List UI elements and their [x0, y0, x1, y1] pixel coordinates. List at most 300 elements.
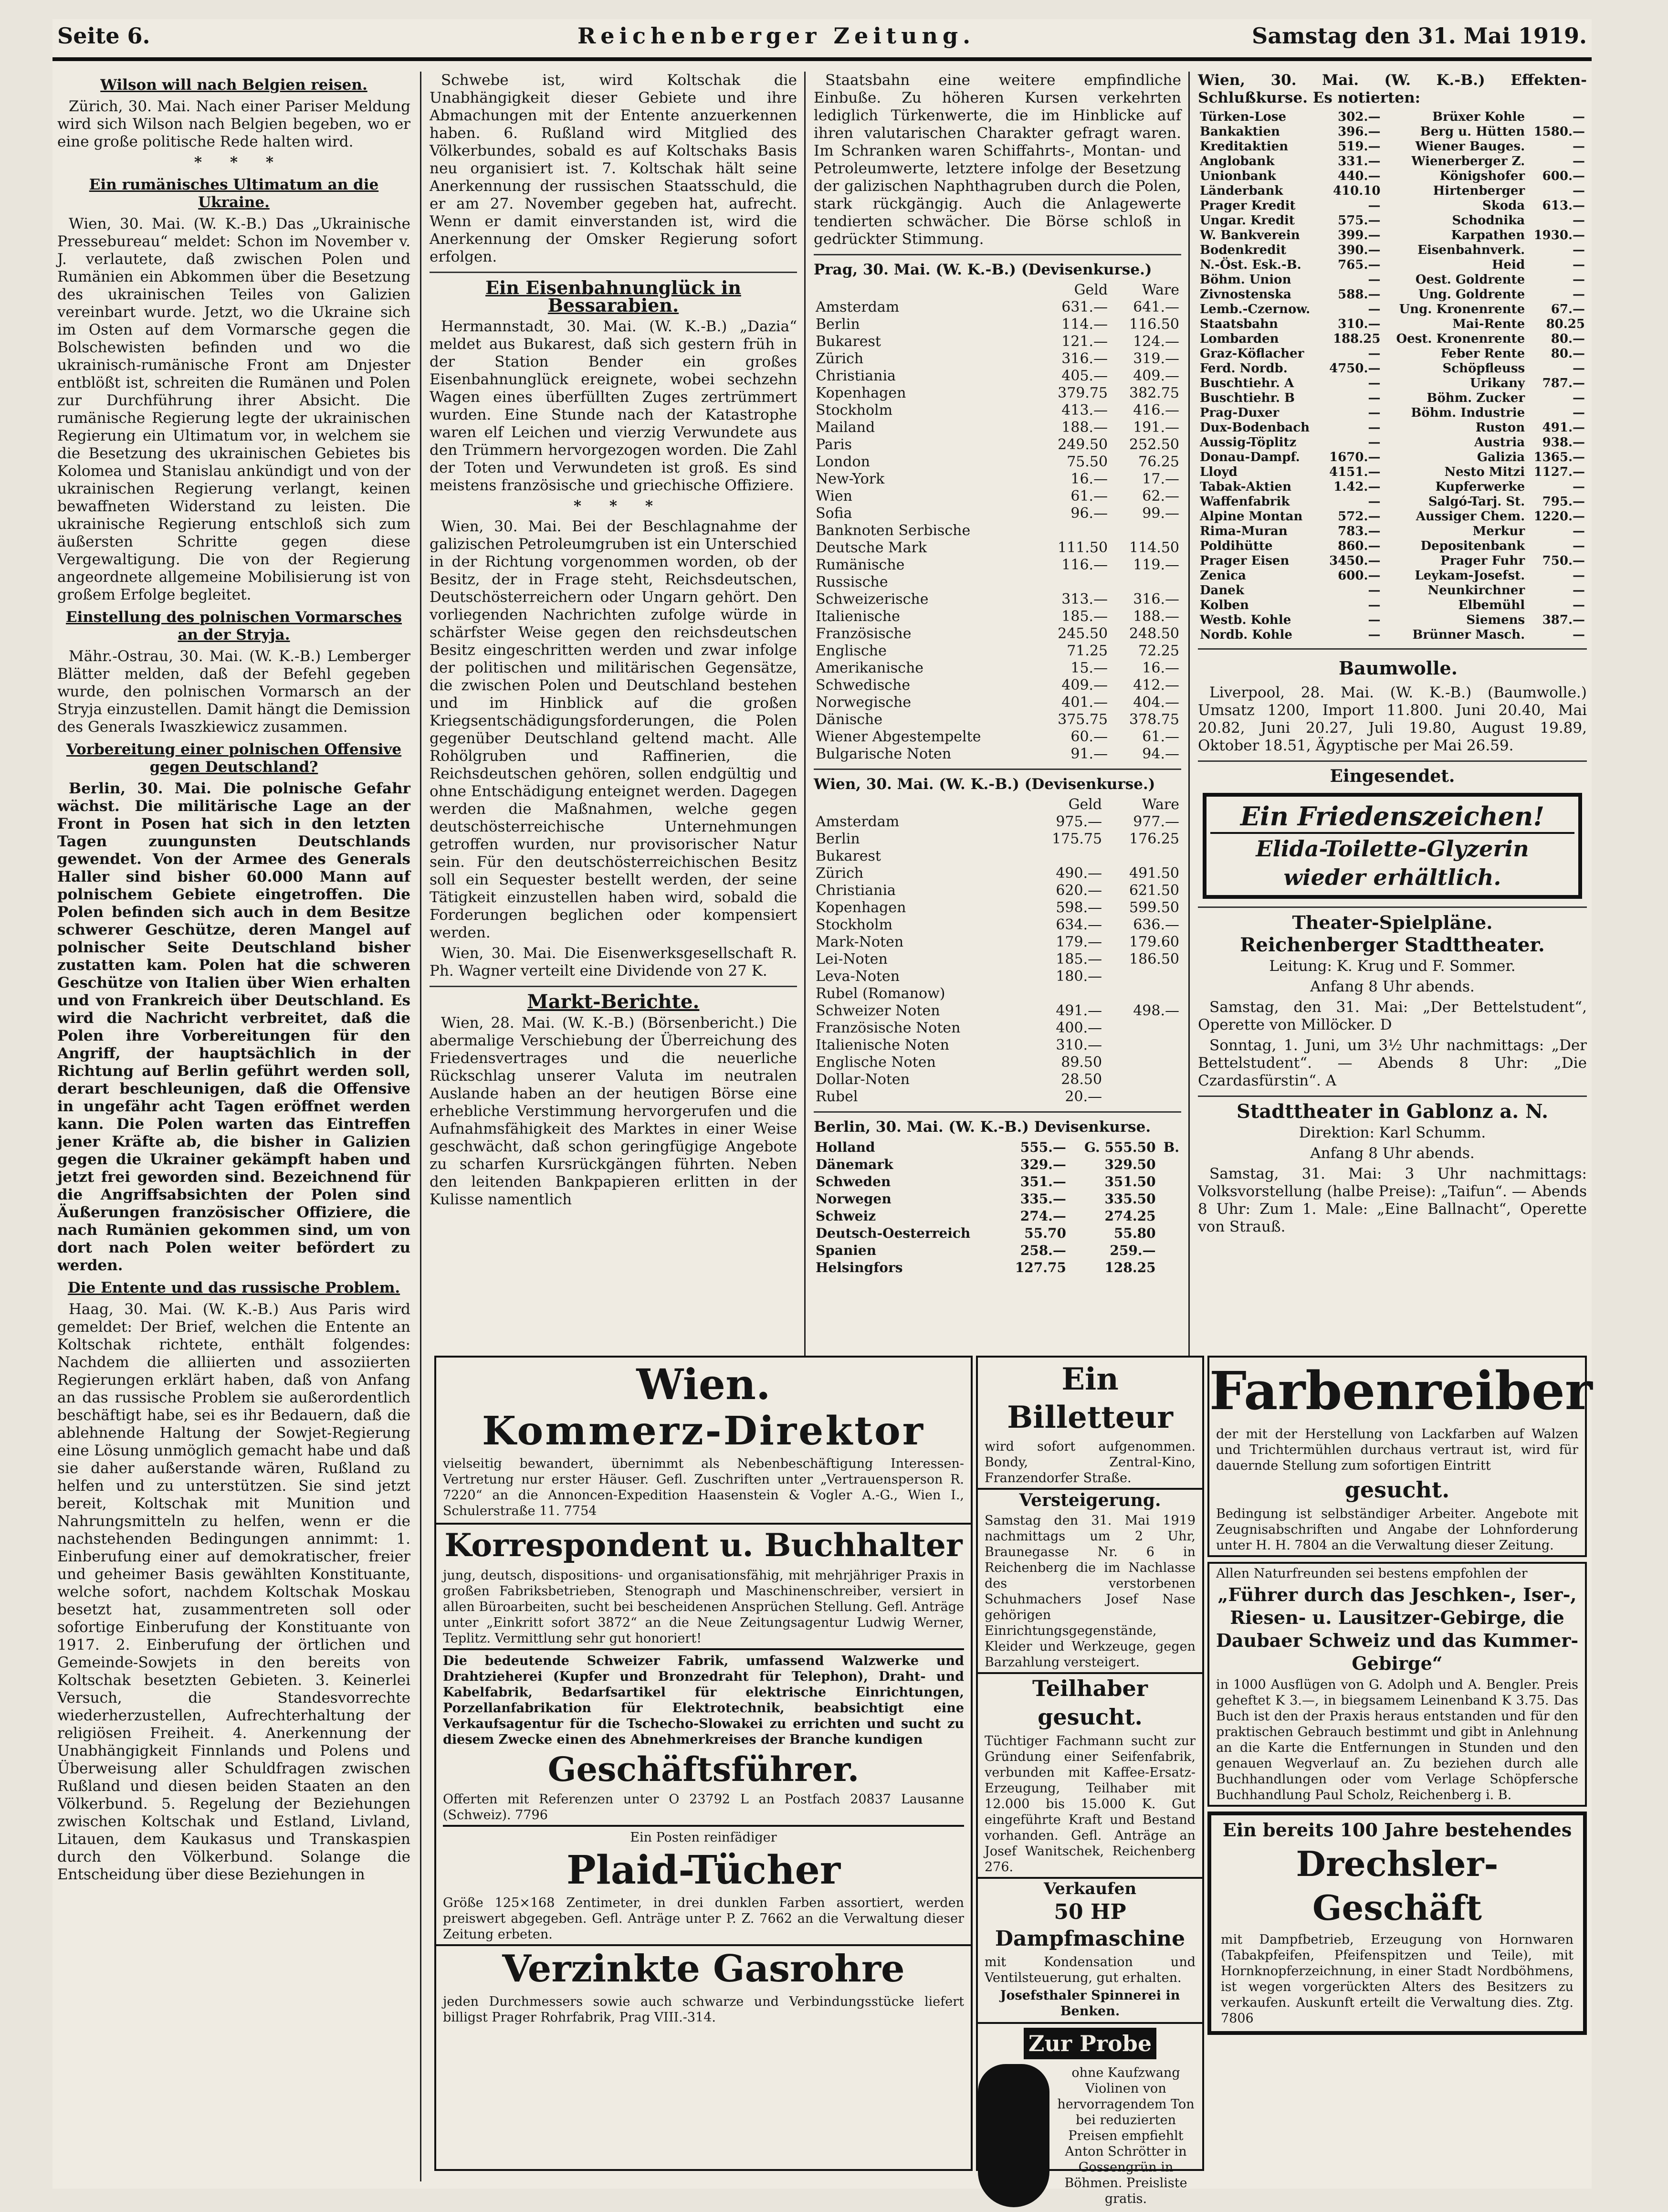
table-cell: 302.—	[1338, 110, 1381, 124]
table-row	[814, 643, 1181, 660]
table-cell: 409.—	[1133, 368, 1179, 384]
theater-sunday: Sonntag, 1. Juni, um 3½ Uhr nachmittags: „Der Bettelstudent“. — Abends 8 Uhr: „Die Czardasfürstin“. A	[1198, 1037, 1587, 1089]
table-cell: Schweizer Noten	[816, 1002, 940, 1019]
table-cell: Englische Noten	[816, 1054, 936, 1071]
table-cell	[1158, 1208, 1181, 1225]
table-cell: Galizia	[1477, 450, 1525, 464]
table-cell: Rima-Muran	[1200, 524, 1288, 538]
table-cell: 375.75	[1058, 711, 1108, 728]
table-cell: —	[1368, 613, 1381, 627]
table-cell: Kopenhagen	[816, 385, 906, 401]
table-cell: Brüxer Kohle	[1432, 110, 1525, 124]
table-cell: 16.—	[1142, 660, 1179, 676]
ad-block-middle	[976, 1356, 1204, 2206]
table-row	[1198, 524, 1587, 539]
table-cell: Helsingfors	[816, 1260, 903, 1275]
table-cell: Wiener Bauges.	[1415, 139, 1525, 154]
table-cell	[1038, 522, 1110, 539]
ad-farbenreiber-box	[1207, 1356, 1593, 1557]
table-cell: Dänische	[816, 711, 883, 728]
table-row	[814, 1225, 1181, 1242]
table-row	[814, 608, 1181, 625]
table-cell: Schweiz	[816, 1208, 876, 1224]
table-cell: 4151.—	[1329, 465, 1381, 479]
table-cell: Graz-Köflacher	[1200, 347, 1304, 361]
ad-violin-box	[978, 2022, 1202, 2212]
theater-headline: Theater-Spielpläne.	[1292, 912, 1493, 933]
table-cell: Wiener Abgestempelte	[816, 728, 981, 745]
ad-plaid-intro: Ein Posten reinfädiger	[443, 1825, 964, 1845]
article-boerse: Wien, 28. Mai. (W. K.-B.) (Börsenbericht.) Die abermalige Verschiebung der Überreichung des Friedensvertrages und die neuerliche Rückschlag unserer Valuta im neutralen Auslande haben an der heutigen Börse eine erhebliche Verstimmung hervorgerufen und die Aufnahmsfähigkeit des Marktes in einer Weise geschwächt, daß schon geringfügige Angebote zu scharfen Kursrückgängen führten. Neben den leitenden Bankpapieren erlitten in der Kulisse namentlich	[430, 1014, 797, 1208]
ad-fuehrer-intro: Allen Naturfreunden sei bestens empfohlen der	[1216, 1566, 1528, 1581]
table-row	[814, 1173, 1181, 1190]
table-cell: 186.50	[1129, 951, 1179, 968]
table-cell: 15.—	[1070, 660, 1108, 676]
table-cell: 274.25	[1104, 1208, 1156, 1224]
table-cell: Mailand	[816, 419, 875, 436]
table-cell: 400.—	[1056, 1020, 1102, 1036]
table-cell: Zivnostenska	[1200, 287, 1291, 302]
table-cell: 634.—	[1056, 916, 1102, 933]
table-row	[1198, 110, 1587, 125]
table-cell	[1104, 1054, 1181, 1071]
table-cell	[1110, 574, 1181, 591]
issue-date: Samstag den 31. Mai 1919.	[1251, 23, 1587, 49]
table-cell: Buschtiehr. A	[1200, 376, 1294, 390]
ad-block-right	[1207, 1356, 1593, 2167]
table-cell: Französische Noten	[816, 1020, 961, 1036]
table-cell: Christiania	[816, 368, 896, 384]
table-cell: 331.—	[1338, 154, 1381, 169]
table-row	[814, 539, 1181, 557]
ad-drechsler-intro: Ein bereits 100 Jahre bestehendes	[1222, 1819, 1572, 1841]
table-row	[814, 350, 1181, 368]
table-cell: 416.—	[1133, 402, 1179, 419]
table-row	[814, 1002, 1181, 1020]
divider	[814, 769, 1181, 770]
table-row	[1198, 273, 1587, 287]
table-cell: Lombarden	[1200, 332, 1279, 346]
table-cell: 413.—	[1061, 402, 1108, 419]
wien-devisen-title: Wien, 30. Mai. (W. K.-B.) (Devisenkurse.)	[814, 776, 1155, 793]
table-cell: Oest. Kronenrente	[1396, 332, 1525, 346]
table-cell: 175.75	[1052, 831, 1102, 847]
table-cell: Urikany	[1470, 376, 1525, 390]
headline-ukraine: Ein rumänisches Ultimatum an die Ukraine.	[89, 176, 379, 211]
ad-drechsler-box	[1207, 1812, 1587, 2035]
table-row	[1198, 228, 1587, 243]
table-cell: Deutsch-Oesterreich	[816, 1225, 971, 1241]
table-cell: 379.75	[1058, 385, 1108, 401]
table-cell: 1220.—	[1533, 509, 1585, 524]
divider	[814, 1111, 1181, 1113]
table-cell: Bankaktien	[1200, 125, 1280, 139]
table-cell	[1104, 1088, 1181, 1106]
table-cell: Spanien	[816, 1243, 877, 1258]
table-row	[814, 574, 1181, 591]
table-cell: Amerikanische	[816, 660, 924, 676]
table-cell: 62.—	[1142, 488, 1179, 505]
table-row	[814, 557, 1181, 574]
table-row	[1198, 125, 1587, 139]
ad-spinnerei: Josefsthaler Spinnerei in Benken.	[1000, 1988, 1180, 2019]
article-railway: Hermannstadt, 30. Mai. (W. K.-B.) „Dazia“ meldet aus Bukarest, daß sich gestern früh in der Station Bender ein großes Eisenbahnunglück ereignete, wobei sechzehn Wagen eines überfüllten Zuges zertrümmert wurden. Eine Stunde nach der Katastrophe waren elf Leichen und vierzig Verwundete aus den Trümmern hervorgezogen worden. Die Zahl der Toten und Verwundeten ist groß. Es sind meistens französische und griechische Offiziere.	[430, 318, 797, 494]
ad-gasrohre-text: jeden Durchmessers sowie auch schwarze und Verbindungsstücke liefert billigst Prager Rohrfabrik, Prag VIII.-314.	[443, 1994, 964, 2025]
table-row	[1198, 302, 1587, 317]
table-cell: Prag-Duxer	[1200, 406, 1280, 420]
table-cell: 405.—	[1061, 368, 1108, 384]
table-cell: Bodenkredit	[1200, 243, 1287, 257]
divider	[1198, 1095, 1587, 1097]
headline-markets: Markt-Berichte.	[527, 990, 700, 1013]
table-cell: W. Bankverein	[1200, 228, 1300, 242]
article-cotton: Liverpool, 28. Mai. (W. K.-B.) (Baumwolle.) Umsatz 1200, Import 11.800. Juni 20.40, Mai 20.82, Juni 20.27, Juli 19.80, August 19.89, Oktober 18.51, Ägyptische per Mai 26.59.	[1198, 684, 1587, 754]
ad-korrespondent: Korrespondent u. Buchhalter	[436, 1523, 971, 1566]
table-cell: Unionbank	[1200, 169, 1276, 183]
table-cell: 127.75	[1015, 1260, 1066, 1275]
table-cell: —	[1573, 583, 1585, 598]
table-cell: —	[1573, 569, 1585, 583]
ad-gasrohre: Verzinkte Gasrohre	[436, 1944, 971, 1992]
table-cell: Berlin	[816, 316, 860, 333]
table-cell: —	[1368, 273, 1381, 287]
table-row	[1198, 569, 1587, 583]
table-cell: Poldihütte	[1200, 539, 1273, 553]
table-cell: Zürich	[816, 350, 864, 367]
headline-railway: Ein Eisenbahnunglück in Bessarabien.	[485, 277, 741, 316]
table-cell: 128.25	[1104, 1260, 1156, 1275]
table-cell: 621.50	[1129, 882, 1179, 899]
ad-versteigerung: Versteigerung.	[978, 1488, 1202, 1511]
table-cell: Böhm. Union	[1200, 273, 1291, 287]
table-cell: 71.25	[1067, 643, 1108, 659]
table-row	[814, 1020, 1181, 1037]
table-cell: —	[1368, 598, 1381, 612]
theater-gablonz: Stadttheater in Gablonz a. N.	[1236, 1100, 1549, 1123]
table-cell: 600.—	[1338, 569, 1381, 583]
table-cell: 310.—	[1056, 1037, 1102, 1053]
table-cell: Siemens	[1466, 613, 1525, 627]
table-cell	[1104, 848, 1181, 865]
col-head-geld: Geld	[1068, 796, 1102, 813]
separator-stars: * * *	[573, 497, 665, 515]
table-cell: Bukarest	[816, 333, 881, 350]
table-cell: Staatsbahn	[1200, 317, 1278, 331]
table-cell: Dänemark	[816, 1157, 893, 1172]
table-row	[814, 316, 1181, 333]
ad-farbenreiber: Farbenreiber	[1209, 1360, 1593, 1422]
ad-violin-row	[978, 2059, 1202, 2212]
table-cell: —	[1368, 376, 1381, 390]
ad-fuehrer-title: „Führer durch das Jeschken-, Iser-, Riesen- u. Lausitzer-Gebirge, die Daubaer Schweiz und das Kummer-Gebirge“	[1216, 1584, 1579, 1674]
table-cell: 114.50	[1129, 539, 1179, 556]
divider	[1198, 906, 1587, 908]
table-cell: Zenica	[1200, 569, 1246, 583]
table-row	[814, 934, 1181, 951]
table-row	[814, 333, 1181, 350]
table-cell	[1158, 1156, 1181, 1173]
table-cell: Aussiger Chem.	[1416, 509, 1525, 524]
table-cell: Lei-Noten	[816, 951, 888, 968]
newspaper-page	[52, 19, 1593, 2206]
ad-wien-heading: Wien.	[636, 1359, 771, 1409]
ad-farbenreiber-conditions: Bedingung ist selbständiger Arbeiter. Angebote mit Zeugnisabschriften und Angabe der Lohnforderung unter H. H. 7804 an die Verwaltung dieser Zeitung.	[1216, 1506, 1578, 1553]
table-row	[814, 419, 1181, 436]
table-cell: Italienische	[816, 608, 900, 625]
table-cell: 750.—	[1542, 554, 1585, 568]
table-row	[814, 848, 1181, 865]
table-cell: 274.—	[1020, 1208, 1066, 1224]
theater-start: Anfang 8 Uhr abends.	[1310, 978, 1475, 995]
table-cell: 20.—	[1065, 1088, 1102, 1105]
table-cell: 75.50	[1067, 453, 1108, 470]
table-cell: Ung. Kronenrente	[1399, 302, 1525, 316]
table-cell: Italienische Noten	[816, 1037, 949, 1053]
table-cell: 245.50	[1058, 625, 1108, 642]
table-cell: Bulgarische Noten	[816, 746, 952, 762]
table-row	[1198, 154, 1587, 169]
table-cell: 319.—	[1133, 350, 1179, 367]
table-cell	[1158, 1190, 1181, 1208]
table-row	[814, 436, 1181, 453]
table-cell: 1670.—	[1329, 450, 1381, 464]
table-cell: —	[1368, 302, 1381, 316]
table-cell: 1127.—	[1533, 465, 1585, 479]
table-row	[814, 1242, 1181, 1259]
table-row	[1198, 583, 1587, 598]
table-cell: Lemb.-Czernow.	[1200, 302, 1311, 316]
table-row	[1198, 628, 1587, 643]
table-cell: Depositenbank	[1420, 539, 1525, 553]
table-cell: Ferd. Nordb.	[1200, 361, 1288, 376]
table-cell: Königshofer	[1439, 169, 1525, 183]
table-cell: Leykam-Josefst.	[1415, 569, 1525, 583]
table-cell: 351.50	[1104, 1174, 1156, 1190]
table-cell: 89.50	[1061, 1054, 1102, 1071]
table-row	[814, 831, 1181, 848]
ad-violin-text: ohne Kaufzwang Violinen von hervorragendem Ton bei reduzierten Preisen empfiehlt Anton Schrötter in Gossengrün in Böhmen. Preisliste gratis.	[1057, 2065, 1195, 2206]
table-cell: Prager Kredit	[1200, 199, 1296, 213]
table-row	[1198, 376, 1587, 391]
ad-geschaeftsfuehrer-text: Offerten mit Referenzen unter O 23792 L an Postfach 20837 Lausanne (Schweiz). 7796	[443, 1792, 964, 1822]
table-cell: New-York	[816, 471, 885, 487]
table-cell: 399.—	[1338, 228, 1381, 242]
table-cell: 259.—	[1110, 1243, 1156, 1258]
table-cell: 191.—	[1133, 419, 1179, 436]
table-cell: 351.—	[1020, 1174, 1066, 1190]
table-cell: —	[1368, 421, 1381, 435]
table-row	[1198, 480, 1587, 495]
table-cell: 555.—	[1020, 1139, 1066, 1155]
table-cell: —	[1368, 391, 1381, 405]
table-row	[1198, 332, 1587, 347]
table-cell: 94.—	[1142, 746, 1179, 762]
headline-stryja: Einstellung des polnischen Vormarsches an der Stryja.	[65, 609, 402, 643]
ad-teilhaber-text: Tüchtiger Fachmann sucht zur Gründung einer Seifenfabrik, verbunden mit Kaffee-Ersatz-Erzeugung, Teilhaber mit 12.000 bis 15.000 K. Gut eingeführte Kraft und Bestand vorhanden. Gefl. Anträge an Josef Wanitschek, Reichenberg 276.	[985, 1734, 1196, 1875]
table-row	[814, 488, 1181, 505]
table-cell	[1158, 1225, 1181, 1242]
ad-drechsler-title: Drechsler-Geschäft	[1296, 1843, 1499, 1928]
table-row	[814, 746, 1181, 763]
table-cell: 99.—	[1142, 505, 1179, 522]
table-cell: N.-Öst. Esk.-B.	[1200, 258, 1301, 272]
table-row	[814, 471, 1181, 488]
table-cell: 114.—	[1061, 316, 1108, 333]
table-cell: Zürich	[816, 865, 864, 882]
theater-gablonz-start: Anfang 8 Uhr abends.	[1310, 1145, 1475, 1162]
table-cell: 440.—	[1338, 169, 1381, 183]
divider	[1198, 648, 1587, 650]
table-cell: Dux-Bodenbach	[1200, 421, 1310, 435]
berlin-devisen-title: Berlin, 30. Mai. (W. K.-B.) Devisenkurse.	[814, 1118, 1151, 1136]
col-head-ware: Ware	[1142, 796, 1179, 813]
table-cell: 116.—	[1061, 557, 1108, 573]
column-divider	[1188, 72, 1190, 1356]
divider	[1198, 760, 1587, 762]
table-cell: Schöpfleuss	[1442, 361, 1525, 376]
table-row	[1198, 598, 1587, 613]
table-cell	[1158, 1173, 1181, 1190]
table-cell: —	[1368, 495, 1381, 509]
table-cell: 188.—	[1061, 419, 1108, 436]
table-cell: Wienerberger Z.	[1411, 154, 1525, 169]
table-row	[814, 1156, 1181, 1173]
table-row	[814, 591, 1181, 608]
violin-icon	[978, 2064, 1049, 2207]
berlin-devisen-table	[814, 1139, 1181, 1276]
table-cell: 795.—	[1542, 495, 1585, 509]
table-cell: Hirtenberger	[1433, 184, 1525, 198]
page-number: Seite 6.	[57, 23, 150, 49]
theater-gablonz-direktion: Direktion: Karl Schumm.	[1299, 1124, 1486, 1141]
table-cell: Leva-Noten	[816, 968, 900, 985]
column-3	[814, 72, 1181, 1276]
table-cell	[1104, 1037, 1181, 1054]
headline-wilson: Wilson will nach Belgien reisen.	[100, 76, 367, 94]
table-cell: 119.—	[1133, 557, 1179, 573]
table-cell: Türken-Lose	[1200, 110, 1286, 124]
table-cell: 783.—	[1338, 524, 1381, 538]
table-cell: 491.—	[1056, 1002, 1102, 1019]
table-cell: 55.70	[1024, 1225, 1066, 1241]
table-row	[814, 299, 1181, 316]
table-cell: Holland	[816, 1139, 875, 1155]
table-row	[1198, 243, 1587, 258]
table-cell: —	[1368, 628, 1381, 642]
elida-ad-line2: Elida-Toilette-Glyzerin	[1256, 836, 1529, 862]
table-cell: 401.—	[1061, 694, 1108, 711]
table-cell: 179.—	[1056, 934, 1102, 950]
table-cell: —	[1573, 273, 1585, 287]
table-cell: —	[1573, 628, 1585, 642]
table-cell: 765.—	[1338, 258, 1381, 272]
table-cell: 378.75	[1129, 711, 1179, 728]
ad-geschaeftsfuehrer: Geschäftsführer.	[547, 1749, 860, 1789]
table-cell	[1104, 968, 1181, 985]
ad-plaid-text: Größe 125×168 Zentimeter, in drei dunklen Farben assortiert, werden preiswert abgegeben. Gefl. Anträge unter P. Z. 7662 an die Verwaltung dieser Zeitung erbeten.	[443, 1896, 964, 1942]
table-cell: Brünner Masch.	[1412, 628, 1525, 642]
article-koltschak-cont: Schwebe ist, wird Koltschak die Unabhängigkeit dieser Gebiete und ihre Abmachungen mit der Entente anzuerkennen haben. 6. Rußland wird Mitglied des Völkerbundes, sobald es auf Koltschaks Basis neu organisiert ist. 7. Koltschak hält seine Anerkennung der russischen Staatsschuld, die er am 27. November gegeben hat, aufrecht. Wenn er damit einverstanden ist, wird die Anerkennung der Omsker Regierung sofort erfolgen.	[430, 72, 797, 265]
table-cell: 490.—	[1056, 865, 1102, 882]
table-cell: 121.—	[1061, 333, 1108, 350]
table-row	[1198, 421, 1587, 435]
table-row	[1198, 465, 1587, 480]
table-row	[1198, 139, 1587, 154]
table-cell: 329.50	[1104, 1157, 1156, 1172]
table-cell: Aussig-Töplitz	[1200, 435, 1297, 450]
table-cell: Tabak-Aktien	[1200, 480, 1292, 494]
ad-kommerz-text: vielseitig bewandert, übernimmt als Nebenbeschäftigung Interessen-Vertretung nur erster Häuser. Gefl. Zuschriften unter „Vertrauensperson R. 7220“ an die Annoncen-Expedition Haasenstein & Vogler A.-G., Wien I., Schulerstraße 11. 7754	[443, 1456, 964, 1518]
table-cell: 188.—	[1133, 608, 1179, 625]
table-cell	[1104, 1020, 1181, 1037]
table-row	[814, 1037, 1181, 1054]
table-cell: 316.—	[1133, 591, 1179, 608]
table-cell: B.	[1163, 1139, 1179, 1155]
table-row	[814, 505, 1181, 522]
table-cell: Stockholm	[816, 916, 893, 933]
ad-gesucht: gesucht.	[1344, 1477, 1450, 1503]
table-cell: Russische	[816, 574, 888, 590]
prag-devisen-title: Prag, 30. Mai. (W. K.-B.) (Devisenkurse.)	[814, 261, 1152, 278]
table-row	[1198, 184, 1587, 199]
table-cell: 96.—	[1070, 505, 1108, 522]
table-cell: 76.25	[1138, 453, 1179, 470]
table-row	[1198, 361, 1587, 376]
headline-entente: Die Entente und das russische Problem.	[67, 1279, 400, 1296]
headline-cotton: Baumwolle.	[1339, 657, 1458, 679]
table-cell: 335.50	[1104, 1191, 1156, 1207]
table-cell: 91.—	[1070, 746, 1108, 762]
elida-ad-line3: wieder erhältlich.	[1283, 864, 1501, 890]
table-row	[814, 660, 1181, 677]
table-cell: Westb. Kohle	[1200, 613, 1291, 627]
table-cell: 188.25	[1332, 332, 1381, 346]
table-cell: Rumänische	[816, 557, 905, 573]
eingesendet-label: Eingesendet.	[1330, 766, 1455, 786]
table-cell: Prager Fuhr	[1440, 554, 1525, 568]
table-row	[814, 677, 1181, 694]
table-cell: —	[1573, 539, 1585, 553]
table-row	[814, 402, 1181, 419]
table-cell: 575.—	[1338, 213, 1381, 228]
page-header	[52, 19, 1592, 61]
table-cell: 72.25	[1138, 643, 1179, 659]
table-cell: Schwedische	[816, 677, 911, 694]
table-row	[814, 728, 1181, 746]
table-cell: Donau-Dampf.	[1200, 450, 1300, 464]
table-cell: Stockholm	[816, 402, 893, 419]
wien-devisen-table	[814, 796, 1181, 1106]
table-cell: Alpine Montan	[1200, 509, 1303, 524]
table-cell: Kreditaktien	[1200, 139, 1289, 154]
table-cell: 519.—	[1338, 139, 1381, 154]
table-cell: 313.—	[1061, 591, 1108, 608]
table-row	[814, 968, 1181, 985]
table-cell: 396.—	[1338, 125, 1381, 139]
table-cell: Englische	[816, 643, 887, 659]
table-cell: —	[1573, 391, 1585, 405]
table-cell: 176.25	[1129, 831, 1179, 847]
table-cell: 599.50	[1129, 899, 1179, 916]
ad-farbenreiber-text: der mit der Herstellung von Lackfarben auf Walzen und Trichtermühlen durchaus vertraut ist, wird für dauernde Stellung zum sofortigen Eintritt	[1216, 1427, 1578, 1473]
table-cell: 67.—	[1551, 302, 1585, 316]
table-cell: —	[1573, 154, 1585, 169]
table-cell: Banknoten Serbische	[816, 522, 971, 539]
table-cell: Skoda	[1482, 199, 1525, 213]
table-cell: Prager Eisen	[1200, 554, 1290, 568]
article-entente: Haag, 30. Mai. (W. K.-B.) Aus Paris wird gemeldet: Der Brief, welchen die Entente an Koltschak richtete, enthält folgendes: Nachdem die alliierten und assoziierten Regierungen erklärt haben, daß von Anfang an das russische Problem sie außerordentlich beschäftigt habe, sei es ihr Bedauern, daß die ablehnende Haltung der Sowjet-Regierung eine Lösung unmöglich gemacht habe und daß sie daher außerstande wären, Rußland zu helfen und zu unterstützen. Sie sind jetzt bereit, Koltschak mit Munition und Nahrungsmitteln zu helfen, wenn er die nachstehenden Bedingungen annimmt: 1. Einberufung einer auf demokratischer, freier und geheimer Basis gewählten Konstituante, welche sofort, nachdem Koltschak Moskau besetzt hat, zusammentreten soll oder sofortige Einberufung der Konstituante von 1917. 2. Einberufung der örtlichen und Gemeinde-Sowjets in den bereits von Koltschak besetzten Gebieten. 3. Keinerlei Versuch, die Standesvorrechte wiederherzustellen, Aufrechterhaltung der religiösen Freiheit. 4. Anerkennung der Unabhängigkeit Finnlands und Polens und Überweisung aller Schuldfragen zwischen Rußland und diesen beiden Staaten an den Völkerbund. 5. Regelung der Beziehungen zwischen Koltschak und Estland, Livland, Litauen, dem Kaukasus und Transkaspien durch den Völkerbund. Solange die Entscheidung über diese Beziehungen in	[57, 1301, 410, 1883]
table-cell: Schweden	[816, 1174, 891, 1190]
